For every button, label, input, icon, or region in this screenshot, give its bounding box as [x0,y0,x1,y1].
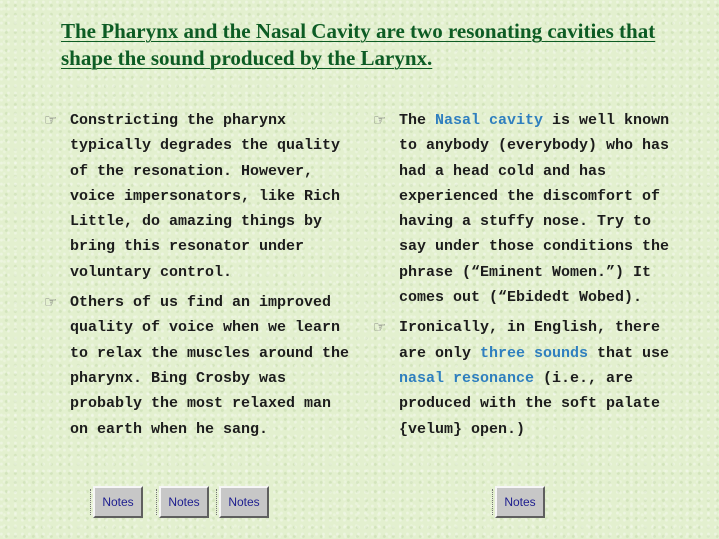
nasal-resonance-highlight: nasal resonance [399,369,535,387]
bullet-text: Ironically, in English, there are only [399,319,661,362]
notes-button-1[interactable]: Notes [93,486,143,518]
slide-title: The Pharynx and the Nasal Cavity are two resonating cavities that shape the sound produced by the Larynx. [61,19,656,70]
bullet-text: The [399,112,436,129]
bullet-text: Constricting the pharynx typically degrades the quality of the resonation. However, voice impersonators, like Rich Little, do amazing things by bring this resonator under voluntary control. [70,112,341,281]
left-column [44,108,350,442]
notes-button-2[interactable]: Notes [159,486,209,518]
left-bullet-pharynx-constriction [44,108,350,285]
bullet-text: Others of us find an improved quality of voice when we learn to relax the muscles around the pharynx. Bing Crosby was probably the most relaxed man on earth when he sang. [70,294,350,438]
notes-button-4[interactable]: Notes [495,486,545,518]
right-bullet-nasal-sounds [373,315,673,441]
right-bullet-nasal-cavity [373,108,673,310]
bullet-text: is well known to anybody (everybody) who has had a head cold and has experienced the discomfort of having a stuffy nose. Try to say under those conditions the phrase (“Eminent Women.”) It comes out (“Ebidedt Wobed). [399,112,670,307]
hand-pointing-right-icon: ☞ [373,111,387,129]
hand-pointing-right-icon: ☞ [373,318,387,337]
hand-pointing-right-icon: ☞ [44,293,58,312]
nasal-cavity-highlight: Nasal cavity [435,112,544,129]
bullet-text: (i.e., are produced with the soft palate {velum} open.) [399,369,661,438]
bullet-text: that use [588,344,670,362]
left-bullet-relaxed-pharynx [44,290,350,442]
right-column [373,108,673,442]
hand-pointing-right-icon: ☞ [44,111,58,129]
notes-button-3[interactable]: Notes [219,486,269,518]
three-sounds-highlight: three sounds [480,344,589,362]
